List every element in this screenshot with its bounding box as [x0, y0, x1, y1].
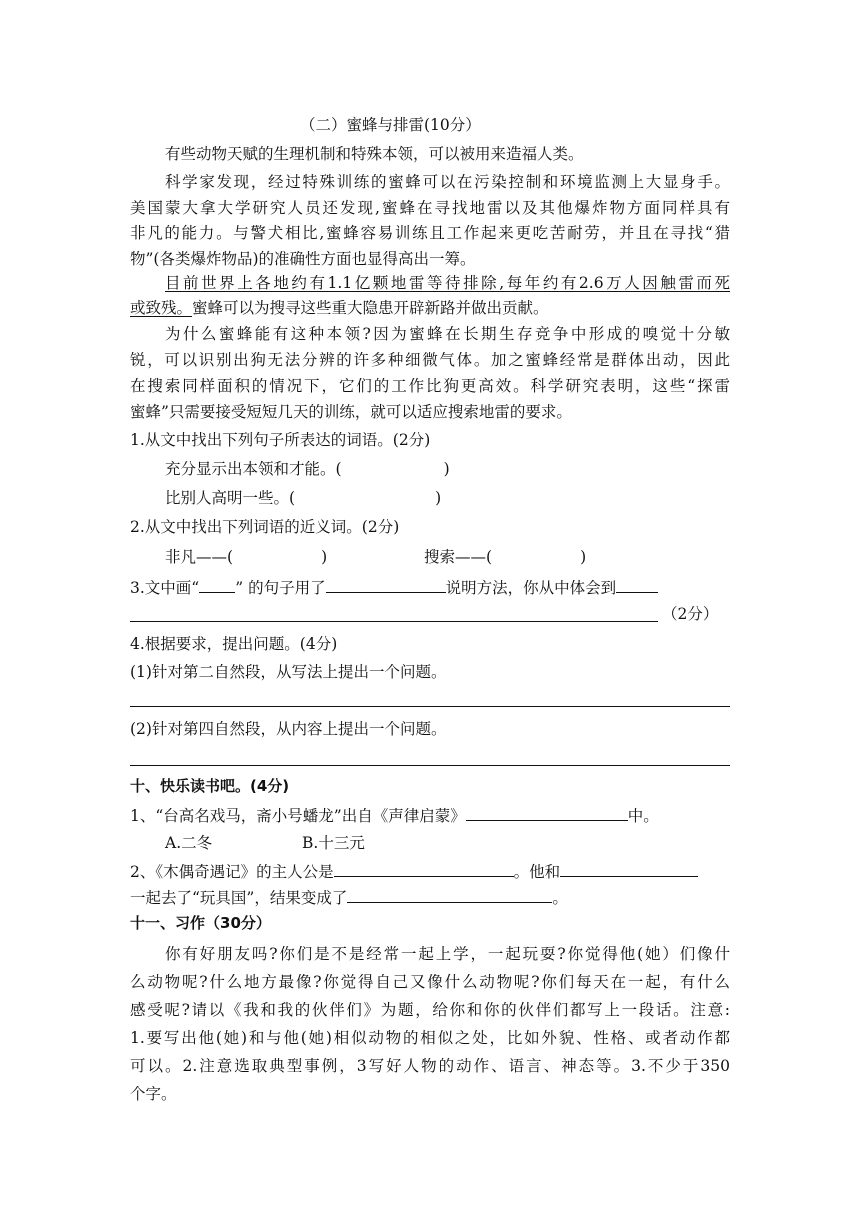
- question-1a-text: 充分显示出本领和才能。(: [165, 460, 342, 478]
- paragraph-4-line-3: 在搜索同样面积的情况下，它们的工作比狗更高效。科学研究表明，这些“探雷: [130, 377, 730, 395]
- section-11-title: 十一、习作（30分）: [130, 914, 271, 932]
- essay-prompt-line-2: 么动物呢?什么地方最像?你觉得自己又像什么动物呢?你们每天在一起，有什么: [130, 973, 730, 991]
- section-10-question-1: [130, 804, 659, 827]
- section-10-q2-mid: 。他和: [513, 863, 561, 881]
- question-1a: [165, 458, 450, 480]
- question-2b: [424, 546, 586, 568]
- underline-sample: [199, 576, 235, 593]
- essay-prompt-line-5: 可以。2.注意选取典型事例，3写好人物的动作、语言、神态等。3.不少于350: [130, 1057, 730, 1075]
- paragraph-2-line-3: 非凡的能力。与警犬相比,蜜蜂容易训练且工作起来更吃苦耐劳，并且在寻找“猎: [130, 224, 730, 242]
- essay-prompt-line-3: 感受呢?请以《我和我的伙伴们》为题，给你和你的伙伴们都写上一段话。注意:: [130, 1001, 730, 1019]
- option-b[interactable]: B.十三元: [302, 834, 365, 852]
- question-2: 2.从文中找出下列词语的近义词。(2分): [130, 518, 400, 536]
- paragraph-2-line-4: 物”(各类爆炸物品)的准确性方面也显得高出一筹。: [130, 250, 476, 268]
- close-paren: ): [435, 489, 442, 507]
- answer-line-3[interactable]: [130, 621, 658, 622]
- section-10-q2-text-2: 一起去了“玩具国”，结果变成了: [130, 889, 348, 907]
- paragraph-3-line-2: [130, 297, 549, 319]
- paragraph-2-line-2: 美国蒙大拿大学研究人员还发现,蜜蜂在寻找地雷以及其他爆炸物方面同样具有: [130, 199, 730, 217]
- option-a[interactable]: A.二冬: [165, 834, 213, 852]
- answer-line-4a[interactable]: [130, 706, 730, 707]
- essay-prompt-line-4: 1.要写出他(她)和与他(她)相似动物的相似之处，比如外貌、性格、或者动作都: [130, 1029, 730, 1047]
- question-1: 1.从文中找出下列句子所表达的词语。(2分): [130, 431, 431, 449]
- close-paren: ): [321, 548, 328, 566]
- underlined-sentence-end: 或致残。: [130, 299, 193, 317]
- section-10-q1-text: 1、“台高名戏马，斋小号蟠龙”出自《声律启蒙》: [130, 807, 466, 825]
- answer-blank-10-2a[interactable]: [334, 860, 514, 877]
- section-title: （二）蜜蜂与排雷(10分）: [300, 116, 481, 134]
- underlined-sentence: 目前世界上各地约有1.1亿颗地雷等待排除,每年约有2.6万人因触雷而死: [165, 274, 730, 292]
- answer-blank-10-2c[interactable]: [347, 886, 552, 903]
- question-4a: (1)针对第二自然段，从写法上提出一个问题。: [130, 663, 447, 681]
- question-4: 4.根据要求，提出问题。(4分): [130, 635, 338, 653]
- question-1b: [165, 487, 441, 509]
- question-3-part-a: 3.文中画“: [130, 579, 200, 597]
- paragraph-4-line-2: 锐，可以识别出狗无法分辨的许多种细微气体。加之蜜蜂经常是群体出动，因此: [130, 351, 730, 369]
- question-3: [130, 576, 658, 599]
- question-1b-text: 比别人高明一些。(: [165, 489, 296, 507]
- answer-blank-3b[interactable]: [616, 576, 658, 593]
- question-3-part-c: 说明方法，你从中体会到: [445, 579, 617, 597]
- answer-line-4b[interactable]: [130, 765, 730, 766]
- answer-blank-10-1[interactable]: [466, 804, 628, 821]
- question-2b-text: 搜索——(: [424, 548, 493, 566]
- paragraph-4-line-1: 为什么蜜蜂能有这种本领?因为蜜蜂在长期生存竞争中形成的嗅觉十分敏: [165, 325, 730, 343]
- section-10-q2-text: 2、《木偶奇遇记》的主人公是: [130, 863, 334, 881]
- answer-blank-10-2b[interactable]: [560, 860, 698, 877]
- paragraph-3-rest: 蜜蜂可以为搜寻这些重大隐患开辟新路并做出贡献。: [192, 299, 549, 317]
- section-10-q1-end: 中。: [627, 807, 659, 825]
- question-3-score: （2分）: [662, 605, 719, 623]
- question-2a: [165, 546, 327, 568]
- section-10-title: 十、快乐读书吧。(4分): [130, 777, 290, 795]
- answer-blank-3a[interactable]: [326, 576, 446, 593]
- section-10-question-2: [130, 860, 698, 883]
- question-4b: (2)针对第四自然段，从内容上提出一个问题。: [130, 720, 447, 738]
- question-2a-text: 非凡——(: [165, 548, 234, 566]
- section-10-question-2-cont: [130, 886, 568, 909]
- close-paren: ): [443, 460, 450, 478]
- paragraph-1: 有些动物天赋的生理机制和特殊本领，可以被用来造福人类。: [165, 145, 584, 163]
- essay-prompt-line-1: 你有好朋友吗?你们是不是经常一起上学，一起玩耍?你觉得他(她）们像什: [165, 945, 730, 963]
- close-paren: ): [580, 548, 587, 566]
- paragraph-4-line-4: 蜜蜂”只需要接受短短几天的训练，就可以适应搜索地雷的要求。: [130, 403, 572, 421]
- paragraph-2-line-1: 科学家发现，经过特殊训练的蜜蜂可以在污染控制和环境监测上大显身手。: [165, 173, 730, 191]
- section-10-q2-end: 。: [552, 889, 568, 907]
- essay-prompt-line-6: 个字。: [130, 1085, 177, 1103]
- question-3-part-b: ” 的句子用了: [235, 579, 326, 597]
